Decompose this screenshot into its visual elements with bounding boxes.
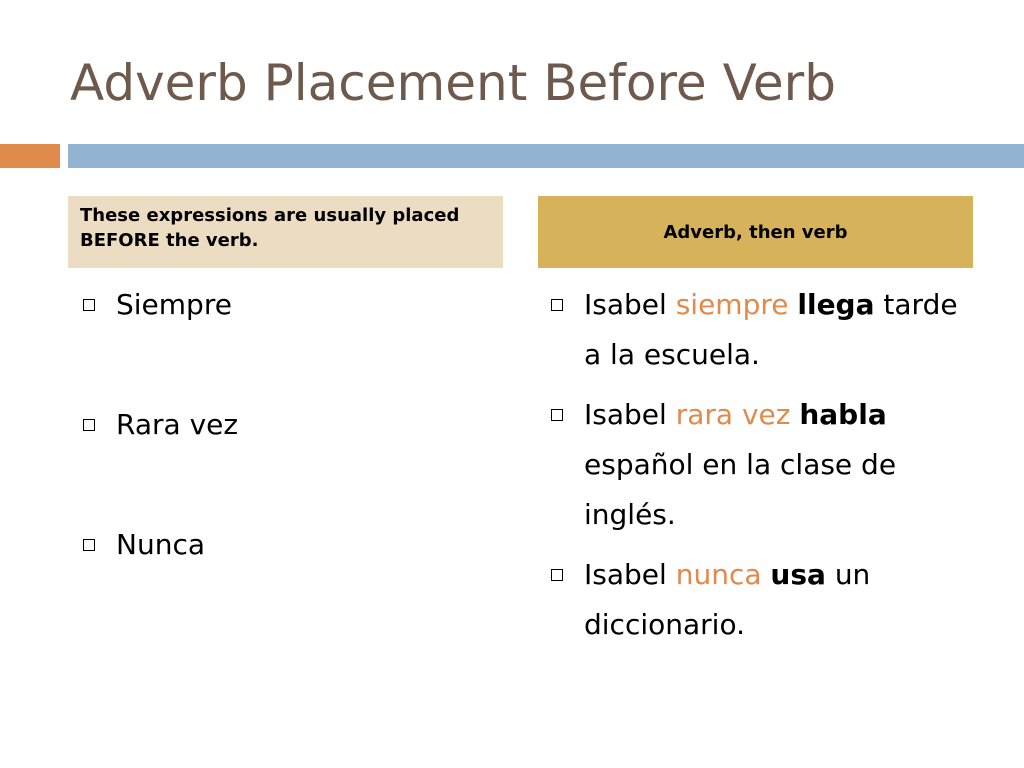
example-sentence-list bbox=[548, 280, 968, 660]
list-item bbox=[548, 550, 968, 650]
sentence-subject: Isabel bbox=[584, 398, 667, 431]
accent-bar-blue bbox=[68, 144, 1024, 168]
left-column-header-text: These expressions are usually placed BEFORE the verb. bbox=[80, 205, 460, 251]
square-bullet-icon bbox=[83, 419, 95, 431]
list-item bbox=[548, 280, 968, 380]
adverb-item-text: Siempre bbox=[116, 288, 232, 321]
sentence-subject: Isabel bbox=[584, 558, 667, 591]
sentence-verb: llega bbox=[797, 288, 875, 321]
sentence-adverb: nunca bbox=[675, 558, 762, 591]
square-bullet-icon bbox=[83, 299, 95, 311]
sentence-rest: español en la clase de inglés. bbox=[584, 448, 897, 531]
sentence-subject: Isabel bbox=[584, 288, 667, 321]
adverb-item-text: Rara vez bbox=[116, 408, 239, 441]
right-column-header bbox=[538, 196, 973, 268]
square-bullet-icon bbox=[551, 299, 563, 311]
square-bullet-icon bbox=[83, 539, 95, 551]
sentence-rest: un diccionario. bbox=[584, 558, 871, 641]
sentence-adverb: siempre bbox=[675, 288, 789, 321]
adverb-item-text: Nunca bbox=[116, 528, 205, 561]
sentence-rest: tarde a la escuela. bbox=[584, 288, 958, 371]
list-item bbox=[80, 520, 500, 570]
accent-bar-orange bbox=[0, 144, 60, 168]
list-item bbox=[80, 280, 500, 330]
square-bullet-icon bbox=[551, 569, 563, 581]
sentence-verb: habla bbox=[799, 398, 887, 431]
list-item bbox=[80, 400, 500, 450]
square-bullet-icon bbox=[551, 409, 563, 421]
list-item bbox=[548, 390, 968, 540]
sentence-verb: usa bbox=[770, 558, 826, 591]
slide-title: Adverb Placement Before Verb bbox=[70, 54, 836, 112]
left-column-header bbox=[68, 196, 503, 268]
sentence-adverb: rara vez bbox=[675, 398, 791, 431]
adverb-list bbox=[80, 280, 500, 640]
right-column-header-text: Adverb, then verb bbox=[663, 221, 848, 243]
